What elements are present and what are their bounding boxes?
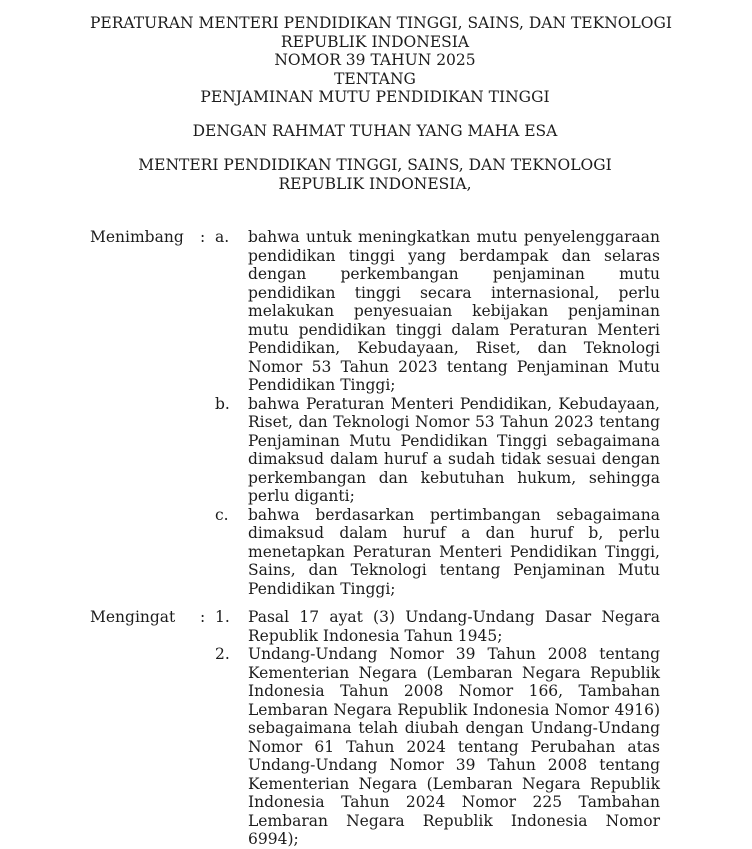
menimbang-items xyxy=(215,228,660,598)
section-label-mengingat: Mengingat xyxy=(90,608,176,626)
item-text: bahwa berdasarkan pertimbangan sebagaimana dimaksud dalam huruf a dan huruf b, perlu menetapkan Peraturan Menteri Pendidikan Tinggi, Sains, dan Teknologi tentang Penjaminan Mutu Pendidikan Tinggi; xyxy=(248,505,660,598)
title-line-republic: REPUBLIK INDONESIA xyxy=(280,32,470,51)
mengingat-items xyxy=(215,608,660,849)
title-line-number: NOMOR 39 TAHUN 2025 xyxy=(274,51,476,69)
section-colon: : xyxy=(200,228,206,246)
title-line-regulation: PERATURAN MENTERI PENDIDIKAN TINGGI, SAINS, DAN TEKNOLOGI xyxy=(90,14,672,32)
item-marker: a. xyxy=(215,228,230,246)
item-marker: b. xyxy=(215,394,230,413)
list-item xyxy=(215,228,660,395)
section-label-menimbang: Menimbang xyxy=(90,228,184,246)
authority-block xyxy=(90,156,660,193)
list-item xyxy=(215,506,660,599)
item-marker: c. xyxy=(215,505,229,524)
item-marker: 1. xyxy=(215,608,230,626)
section-menimbang xyxy=(90,228,660,598)
item-text: bahwa untuk meningkatkan mutu penyelenggaraan pendidikan tinggi yang berdampak dan selaras dengan perkembangan penjaminan mutu pendidikan tinggi secara internasional, perlu melakukan penyesuaian kebijakan penjaminan mutu pendidikan tinggi dalam Peraturan Menteri Pendidikan, Kebudayaan, Riset, dan Teknologi Nomor 53 Tahun 2023 tentang Penjaminan Mutu Pendidikan Tinggi; xyxy=(248,228,660,394)
title-line-subject: PENJAMINAN MUTU PENDIDIKAN TINGGI xyxy=(200,88,550,106)
authority-line-republic: REPUBLIK INDONESIA, xyxy=(278,174,472,193)
title-line-tentang: TENTANG xyxy=(334,69,416,88)
list-item xyxy=(215,608,660,645)
list-item xyxy=(215,395,660,506)
invocation-line: DENGAN RAHMAT TUHAN YANG MAHA ESA xyxy=(192,121,558,140)
item-text: Undang-Undang Nomor 39 Tahun 2008 tentang Kementerian Negara (Lembaran Negara Republik Indonesia Tahun 2008 Nomor 166, Tambahan Lembaran Negara Republik Indonesia Nomor 4916) sebagaimana telah diubah dengan Undang-Undang Nomor 61 Tahun 2024 tentang Perubahan atas Undang-Undang Nomor 39 Tahun 2008 tentang Kementerian Negara (Lembaran Negara Republik Indonesia Tahun 2024 Nomor 225 Tambahan Lembaran Negara Republik Indonesia Nomor 6994); xyxy=(248,645,660,848)
list-item xyxy=(215,645,660,849)
document-title-block xyxy=(90,14,672,107)
section-mengingat xyxy=(90,608,660,849)
item-text: bahwa Peraturan Menteri Pendidikan, Kebudayaan, Riset, dan Teknologi Nomor 53 Tahun 2023 tentang Penjaminan Mutu Pendidikan Tinggi sebagaimana dimaksud dalam huruf a sudah tidak sesuai dengan perkembangan dan kebutuhan hukum, sehingga perlu diganti; xyxy=(248,394,660,505)
section-colon: : xyxy=(200,608,206,626)
item-marker: 2. xyxy=(215,645,230,663)
authority-line-minister: MENTERI PENDIDIKAN TINGGI, SAINS, DAN TEKNOLOGI xyxy=(138,156,612,174)
item-text: Pasal 17 ayat (3) Undang-Undang Dasar Negara Republik Indonesia Tahun 1945; xyxy=(248,608,660,645)
